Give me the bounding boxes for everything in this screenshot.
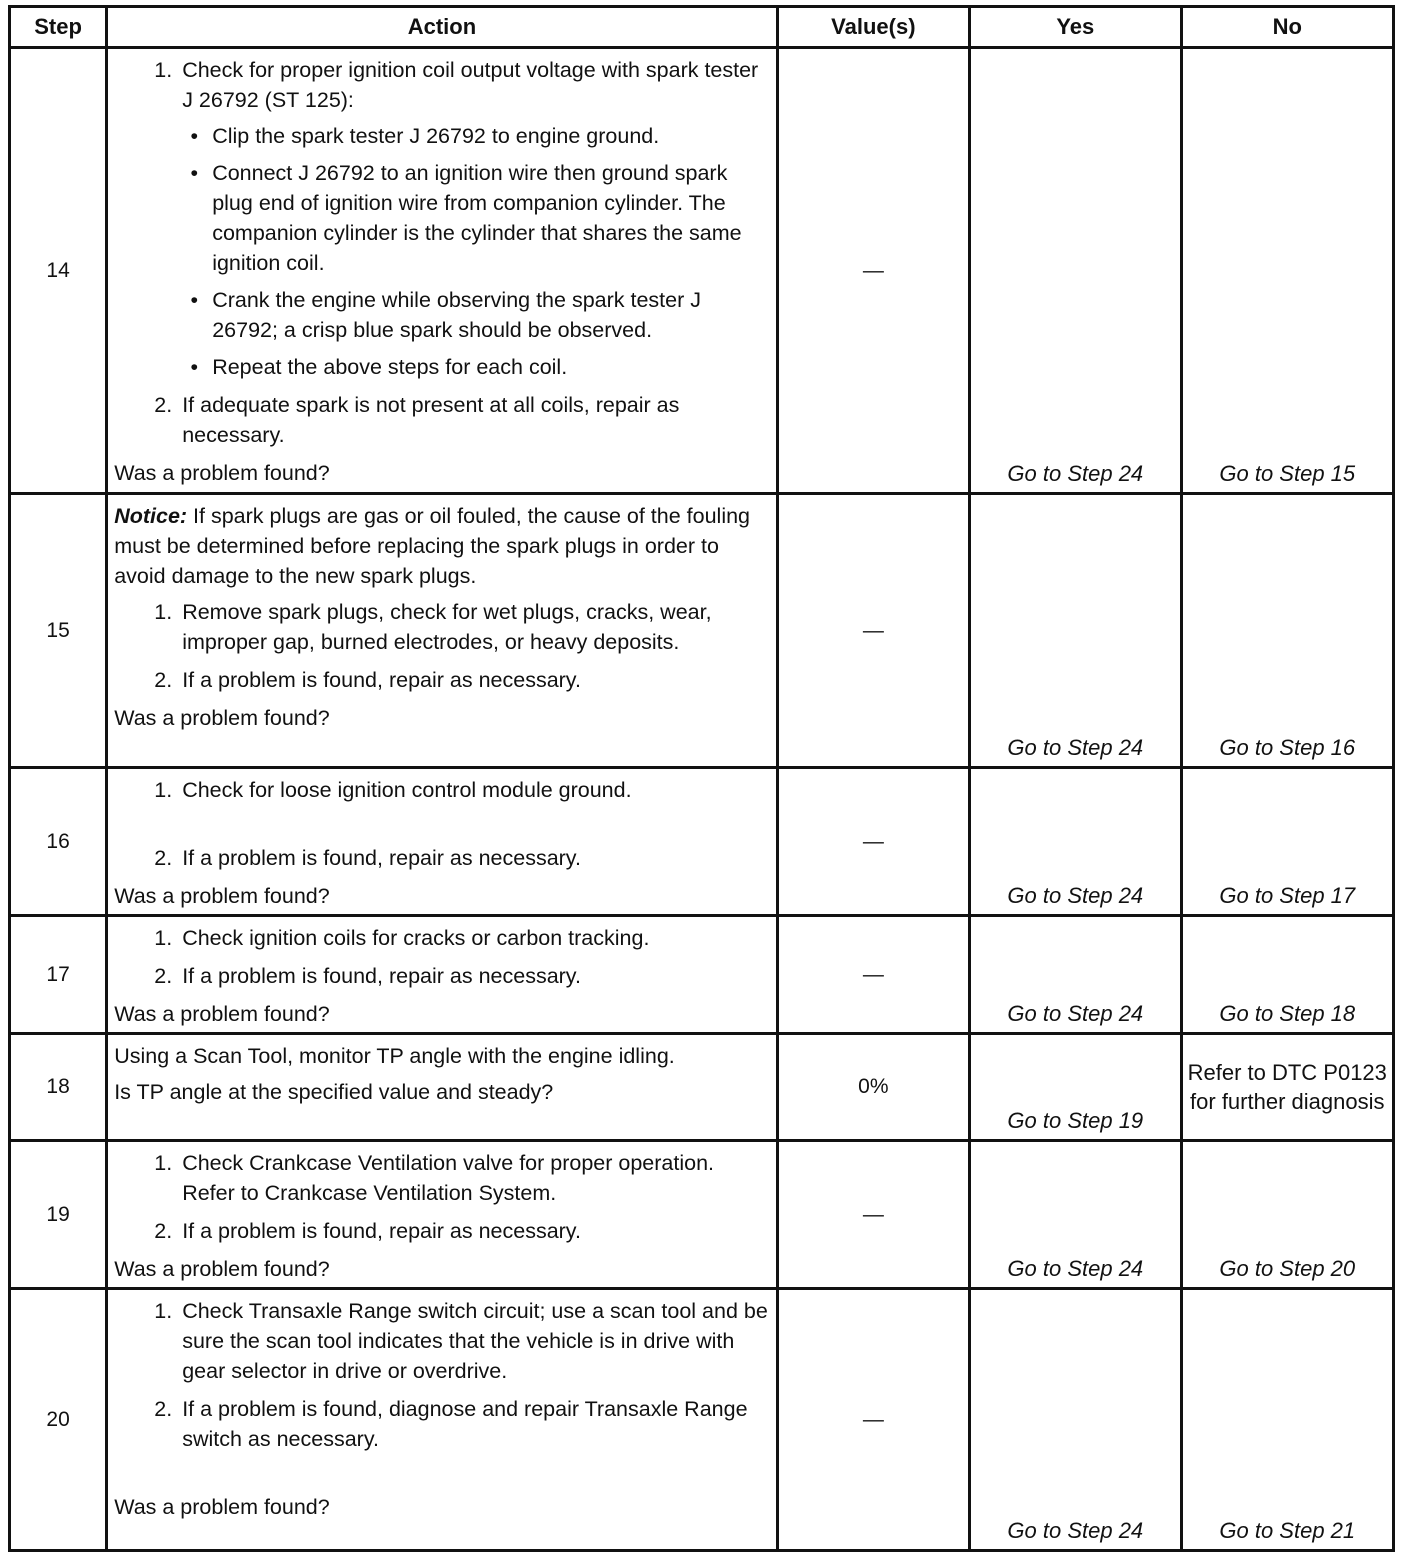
step-number: 19 bbox=[10, 1141, 107, 1289]
yes-cell: Go to Step 24 bbox=[970, 494, 1181, 768]
action-cell bbox=[107, 494, 777, 768]
value-cell: — bbox=[777, 494, 969, 768]
notice-text: Notice: If spark plugs are gas or oil fouled, the cause of the fouling must be determined before replacing the spark plugs in order to avoid damage to the new spark plugs. bbox=[114, 504, 751, 588]
header-yes: Yes bbox=[970, 7, 1181, 48]
action-text: Using a Scan Tool, monitor TP angle with the engine idling. bbox=[114, 1044, 675, 1068]
bullet-glyph: • bbox=[190, 355, 198, 379]
action-steps bbox=[114, 1296, 769, 1454]
table-row-step-20 bbox=[10, 1289, 1394, 1551]
question-text: Was a problem found? bbox=[114, 706, 330, 730]
yes-cell: Go to Step 24 bbox=[970, 1289, 1181, 1551]
table-row-step-18 bbox=[10, 1034, 1394, 1141]
action-item: 2. If a problem is found, repair as necessary. bbox=[178, 843, 769, 873]
question-text: Is TP angle at the specified value and steady? bbox=[114, 1080, 554, 1104]
action-item: 1. Check Transaxle Range switch circuit; use a scan tool and be sure the scan tool indicates that the vehicle is in drive with gear selector in drive or overdrive. bbox=[178, 1296, 769, 1386]
header-no: No bbox=[1181, 7, 1393, 48]
bullet-item: • Crank the engine while observing the spark tester J 26792; a crisp blue spark should be observed. bbox=[212, 285, 769, 345]
step-number: 15 bbox=[10, 494, 107, 768]
table-row-step-15 bbox=[10, 494, 1394, 768]
value-cell: — bbox=[777, 768, 969, 916]
sub-bullets bbox=[182, 121, 769, 382]
yes-cell: Go to Step 24 bbox=[970, 48, 1181, 494]
no-cell: Go to Step 18 bbox=[1181, 916, 1393, 1034]
header-action: Action bbox=[107, 7, 777, 48]
yes-cell: Go to Step 24 bbox=[970, 916, 1181, 1034]
action-cell bbox=[107, 1034, 777, 1141]
action-item: 2. If a problem is found, repair as necessary. bbox=[178, 1216, 769, 1246]
no-cell: Go to Step 17 bbox=[1181, 768, 1393, 916]
action-cell bbox=[107, 768, 777, 916]
question-text: Was a problem found? bbox=[114, 461, 330, 485]
table-row-step-14 bbox=[10, 48, 1394, 494]
action-item: 1. Remove spark plugs, check for wet plugs, cracks, wear, improper gap, burned electrodes, or heavy deposits. bbox=[178, 597, 769, 657]
value-cell: — bbox=[777, 916, 969, 1034]
action-item: 2. If adequate spark is not present at all coils, repair as necessary. bbox=[178, 390, 769, 450]
question-text: Was a problem found? bbox=[114, 1002, 330, 1026]
action-cell bbox=[107, 1141, 777, 1289]
value-cell: — bbox=[777, 1141, 969, 1289]
bullet-item: • Clip the spark tester J 26792 to engine ground. bbox=[212, 121, 769, 151]
value-cell: — bbox=[777, 1289, 969, 1551]
action-item: 2. If a problem is found, diagnose and repair Transaxle Range switch as necessary. bbox=[178, 1394, 769, 1454]
diagnostic-table bbox=[8, 5, 1395, 1552]
no-cell: Go to Step 16 bbox=[1181, 494, 1393, 768]
no-cell: Go to Step 21 bbox=[1181, 1289, 1393, 1551]
action-item: 1. Check for proper ignition coil output voltage with spark tester J 26792 (ST 125): • Clip the spark tester J 26792 to engine ground. • Connect J 26792 to an ignition wire then ground spark plug end of ignition wire from companion cylinder. The companion cylinder is the cylinder that shares the same ignition coil. • Crank the engine while observing the spark tester J 26792; a crisp blue spark should be observed. • Repeat the above steps for each coil. bbox=[178, 55, 769, 382]
step-number: 17 bbox=[10, 916, 107, 1034]
no-cell: Go to Step 20 bbox=[1181, 1141, 1393, 1289]
value-cell: 0% bbox=[777, 1034, 969, 1141]
action-steps bbox=[114, 775, 769, 873]
no-cell: Go to Step 15 bbox=[1181, 48, 1393, 494]
question-text: Was a problem found? bbox=[114, 1257, 330, 1281]
yes-cell: Go to Step 24 bbox=[970, 1141, 1181, 1289]
action-cell bbox=[107, 1289, 777, 1551]
no-cell: Refer to DTC P0123 for further diagnosis bbox=[1181, 1034, 1393, 1141]
action-item: 2. If a problem is found, repair as necessary. bbox=[178, 665, 769, 695]
bullet-glyph: • bbox=[190, 124, 198, 148]
bullet-item: • Repeat the above steps for each coil. bbox=[212, 352, 769, 382]
action-steps bbox=[114, 55, 769, 450]
step-number: 14 bbox=[10, 48, 107, 494]
table-row-step-19 bbox=[10, 1141, 1394, 1289]
question-text: Was a problem found? bbox=[114, 884, 330, 908]
bullet-item: • Connect J 26792 to an ignition wire then ground spark plug end of ignition wire from companion cylinder. The companion cylinder is the cylinder that shares the same ignition coil. bbox=[212, 158, 769, 278]
question-text: Was a problem found? bbox=[114, 1495, 330, 1519]
action-steps bbox=[114, 923, 769, 991]
value-cell: — bbox=[777, 48, 969, 494]
action-cell bbox=[107, 48, 777, 494]
notice-label: Notice: bbox=[114, 504, 188, 528]
action-item: 2. If a problem is found, repair as necessary. bbox=[178, 961, 769, 991]
step-number: 18 bbox=[10, 1034, 107, 1141]
action-item: 1. Check ignition coils for cracks or carbon tracking. bbox=[178, 923, 769, 953]
action-item: 1. Check Crankcase Ventilation valve for proper operation. Refer to Crankcase Ventilation System. bbox=[178, 1148, 769, 1208]
header-values: Value(s) bbox=[777, 7, 969, 48]
bullet-glyph: • bbox=[190, 161, 198, 185]
table-row-step-16 bbox=[10, 768, 1394, 916]
action-steps bbox=[114, 597, 769, 695]
step-number: 16 bbox=[10, 768, 107, 916]
step-number: 20 bbox=[10, 1289, 107, 1551]
action-item: 1. Check for loose ignition control module ground. bbox=[178, 775, 769, 805]
action-steps bbox=[114, 1148, 769, 1246]
header-row bbox=[10, 7, 1394, 48]
table-row-step-17 bbox=[10, 916, 1394, 1034]
action-cell bbox=[107, 916, 777, 1034]
bullet-glyph: • bbox=[190, 288, 198, 312]
header-step: Step bbox=[10, 7, 107, 48]
yes-cell: Go to Step 24 bbox=[970, 768, 1181, 916]
yes-cell: Go to Step 19 bbox=[970, 1034, 1181, 1141]
